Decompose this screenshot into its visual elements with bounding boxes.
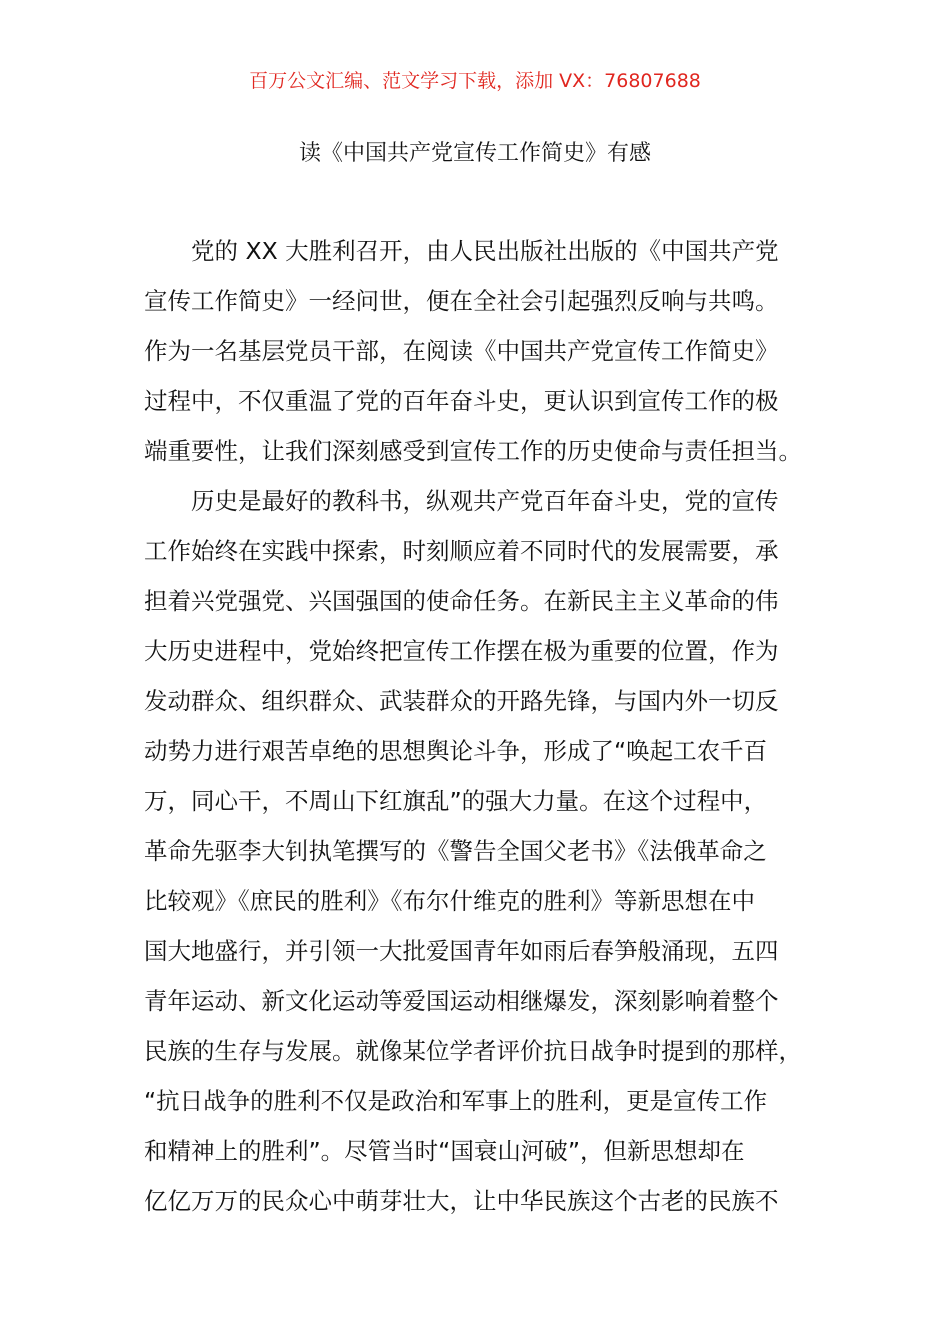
paragraph-line: 党的 XX 大胜利召开，由人民出版社出版的《中国共产党 <box>191 237 779 265</box>
paragraph-line: 民族的生存与发展。就像某位学者评价抗日战争时提到的那样， <box>144 1037 802 1065</box>
paragraph-line: 发动群众、组织群众、武装群众的开路先锋，与国内外一切反 <box>144 687 779 715</box>
paragraph-line: 端重要性，让我们深刻感受到宣传工作的历史使命与责任担当。 <box>144 437 802 465</box>
paragraph-line: 万，同心干，不周山下红旗乱”的强大力量。在这个过程中， <box>144 787 768 815</box>
paragraph-line: 历史是最好的教科书，纵观共产党百年奋斗史，党的宣传 <box>191 487 779 515</box>
paragraph-line: 动势力进行艰苦卓绝的思想舆论斗争，形成了“唤起工农千百 <box>144 737 768 765</box>
paragraph-line: 革命先驱李大钊执笔撰写的《警告全国父老书》《法俄革命之 <box>144 837 767 865</box>
paragraph-line: 担着兴党强党、兴国强国的使命任务。在新民主主义革命的伟 <box>144 587 779 615</box>
paragraph-line: 比较观》《庶民的胜利》《布尔什维克的胜利》等新思想在中 <box>144 887 755 915</box>
paragraph-line: 青年运动、新文化运动等爱国运动相继爆发，深刻影响着整个 <box>144 987 779 1015</box>
promo-banner: 百万公文汇编、范文学习下载，添加 VX：76807688 <box>249 70 701 92</box>
paragraph-line: 工作始终在实践中探索，时刻顺应着不同时代的发展需要，承 <box>144 537 779 565</box>
paragraph-line: 国大地盛行，并引领一大批爱国青年如雨后春笋般涌现，五四 <box>144 937 779 965</box>
paragraph-line: 宣传工作简史》一经问世，便在全社会引起强烈反响与共鸣。 <box>144 287 779 315</box>
paragraph-line: 大历史进程中，党始终把宣传工作摆在极为重要的位置，作为 <box>144 637 779 665</box>
paragraph-line: 和精神上的胜利”。尽管当时“国衰山河破”，但新思想却在 <box>144 1137 745 1165</box>
paragraph-line: “抗日战争的胜利不仅是政治和军事上的胜利，更是宣传工作 <box>144 1087 768 1115</box>
paragraph-line: 亿亿万万的民众心中萌芽壮大，让中华民族这个古老的民族不 <box>144 1187 779 1215</box>
paragraph-line: 过程中，不仅重温了党的百年奋斗史，更认识到宣传工作的极 <box>144 387 779 415</box>
page-title: 读《中国共产党宣传工作简史》有感 <box>298 141 651 166</box>
paragraph-line: 作为一名基层党员干部，在阅读《中国共产党宣传工作简史》 <box>144 337 779 365</box>
document-body <box>144 226 808 1226</box>
